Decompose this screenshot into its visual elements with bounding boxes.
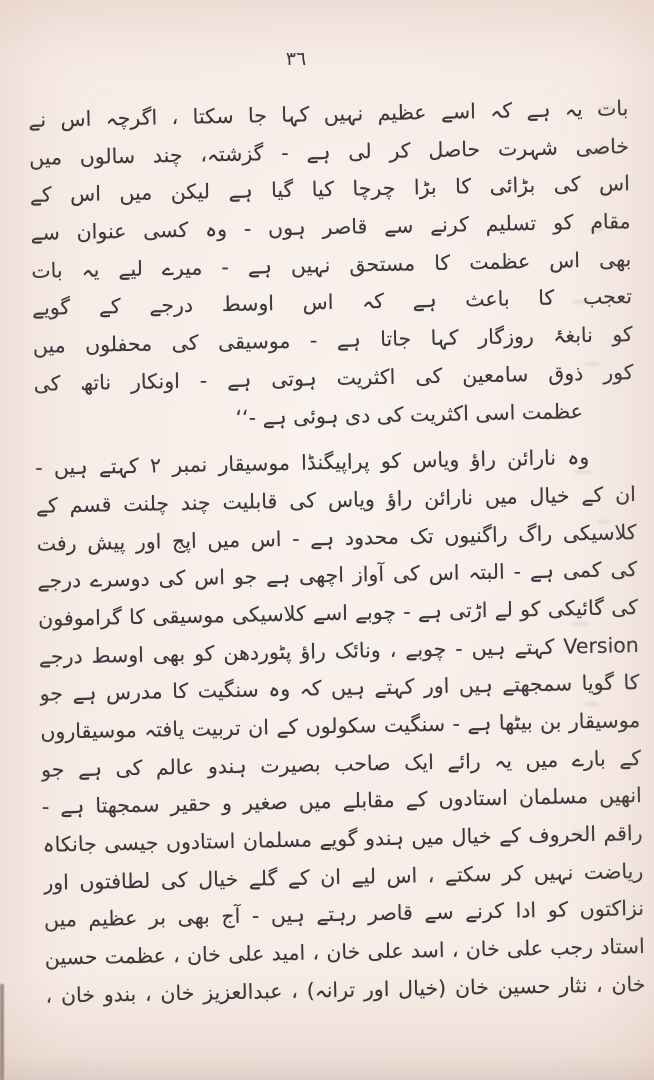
text-line: بھی اس عظمت کا مستحق نہیں ہے - میرے لیے یہ بات (31, 246, 632, 283)
text-block (28, 90, 646, 1015)
text-line: وہ نارائن راؤ ویاس کو پراپیگنڈا موسیقار نمبر ٢ کہتے ہیں - (34, 445, 590, 480)
text-line: ریاضت نہیں کر سکتے ، اس لیے ان کے گلے خیال کی لطافتوں اور (43, 858, 644, 895)
text-line: کی کمی ہے - البتہ اس کی آواز اچھی ہے جو اس کی دوسرے درجے (37, 557, 638, 594)
text-line: Version کہتے ہیں - چوبے ، ونائک راؤ پٹوردھن کو بھی اوسط درجے (38, 632, 640, 669)
text-line: خان ، نثار حسین خان (خیال اور ترانہ) ، عبدالعزیز خان ، بندو خان ، (45, 971, 646, 1008)
text-line: کا گویا سمجھتے ہیں اور کہتے ہیں کہ وہ سنگیت کا مدرس ہے جو (39, 670, 640, 707)
body-paragraph (35, 438, 646, 1015)
text-line: استاد رجب علی خان ، اسد علی خان ، امید علی خان ، عظمت حسین (44, 934, 645, 970)
text-line: راقم الحروف کے خیال میں ہندو گویے مسلمان استادوں جیسی جانکاہ (42, 821, 643, 857)
text-line: مقام کو تسلیم کرنے سے قاصر ہوں - وہ کسی عنوان سے (30, 209, 631, 245)
text-line: کلاسیکی راگ راگنیوں تک محدود ہے - اس میں اپج اور پیش رفت (36, 519, 637, 556)
text-line: نزاکتوں کو ادا کرنے سے قاصر رہتے ہیں - آج بھی بر عظیم میں (43, 896, 645, 933)
text-line: کو نابغۂ روزگار کہا جاتا ہے - موسیقی کی محفلوں میں (32, 322, 633, 358)
text-line: کے بارے میں یہ رائے ایک صاحب بصیرت ہندو عالم کی ہے جو (40, 745, 642, 782)
text-line: موسیقار بن بیٹھا ہے - سنگیت سکولوں کے ان تربیت یافتہ موسیقاروں (40, 708, 641, 744)
text-line: اس کی بڑائی کا بڑا چرچا کیا گیا ہے لیکن میں اس کے (29, 171, 631, 208)
bottom-shade (0, 1054, 654, 1080)
page-edge-shadow (0, 984, 4, 1080)
text-line: کور ذوق سامعین کی اکثریت ہوتی ہے - اونکار ناتھ کی (33, 359, 634, 396)
text-line: تعجب کا باعث ہے کہ اس اوسط درجے کے گویے (31, 284, 633, 321)
text-line: عظمت اسی اکثریت کی دی ہوئی ہے -‘‘ (235, 398, 584, 430)
text-line: خاصی شہرت حاصل کر لی ہے - گزشتہ، چند سالوں میں (28, 133, 630, 170)
text-line: انھیں مسلمان استادوں کے مقابلے میں صغیر و حقیر سمجھتا ہے - (41, 783, 642, 820)
page-number: ٣٦ (285, 48, 307, 70)
text-line: بات یہ ہے کہ اسے عظیم نہیں کہا جا سکتا ، اگرچہ اس نے (28, 96, 629, 132)
text-line: کی گائیکی کو لے اڑتی ہے - چوبے اسے کلاسیکی موسیقی کا گراموفون (37, 594, 639, 631)
quote-paragraph (28, 90, 635, 441)
text-line: ان کے خیال میں نارائن راؤ ویاس کی قابلیت چند چلنت قسم کے (35, 481, 637, 518)
